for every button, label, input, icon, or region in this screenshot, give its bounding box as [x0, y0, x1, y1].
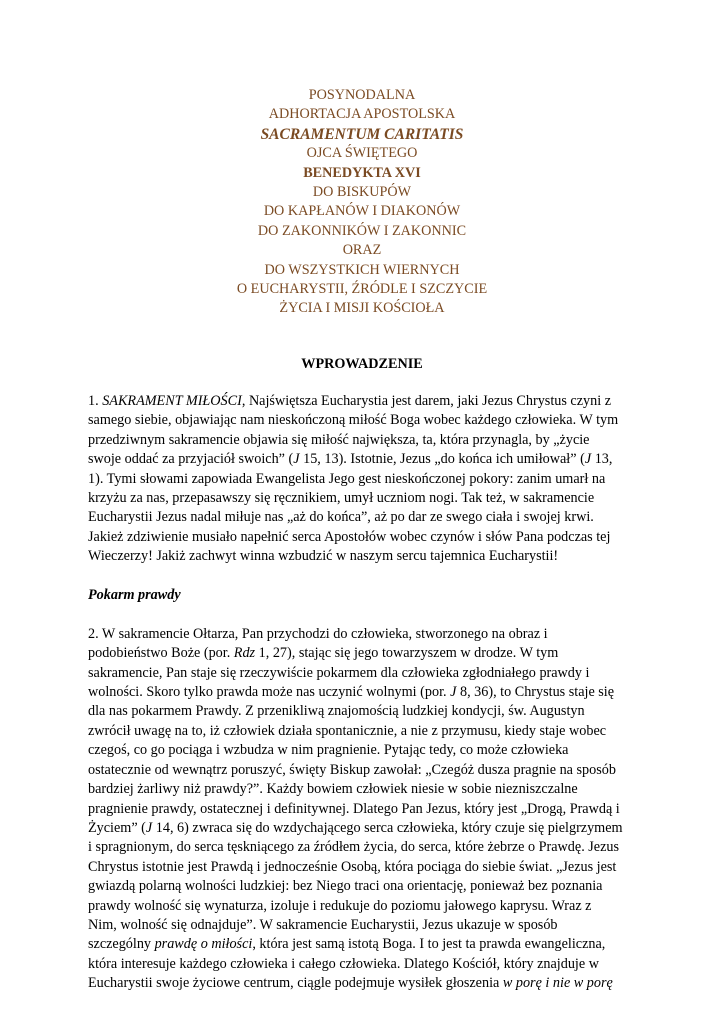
text-line: gwiazdą polarną wolności ludzkiej: bez Niego traci ona orientację, ponieważ bez poznania — [88, 878, 603, 895]
text-line — [88, 683, 648, 702]
text-line: samego siebie, objawiając nam nieskończoną miłość Boga wobec każdego człowieka. W tym — [88, 412, 619, 429]
text-line — [88, 935, 648, 954]
text-span: 13, — [591, 451, 613, 468]
text-span: 1. — [88, 393, 103, 409]
text-span: Życiem” ( — [88, 819, 146, 836]
text-line: przedziwnym sakramencie objawia się miłość największa, ta, która przynagla, by „życie — [88, 431, 590, 448]
subsection-heading: Pokarm prawdy — [88, 587, 181, 604]
text-line: pragnienie prawdy, ostatecznej i definitywnej. Dlatego Pan Jezus, który jest „Drogą, Prawdą i — [88, 800, 620, 817]
italic-span: SAKRAMENT MIŁOŚCI — [102, 393, 242, 409]
text-line: czegoś, co go pociąga i wzbudza w nim pragnienie. Pytając tedy, co może człowieka — [88, 742, 569, 759]
text-line: Nim, wolność się odnajduje”. W sakramencie Eucharystii, Jezus ukazuje w sposób — [88, 916, 558, 933]
document-title-block — [0, 86, 724, 319]
title-line: ADHORTACJA APOSTOLSKA — [268, 106, 456, 123]
section-heading: WPROWADZENIE — [301, 356, 423, 372]
italic-span: prawdę o miłości — [154, 936, 253, 953]
text-line: krzyżu za nas, przepasawszy się ręcznikiem, umył uczniom nogi. Tak też, w sakramencie — [88, 490, 595, 507]
text-line — [88, 644, 648, 663]
italic-span: J — [145, 819, 153, 836]
document-title: SACRAMENTUM CARITATIS — [260, 125, 464, 143]
title-line: ŻYCIA I MISJI KOŚCIOŁA — [279, 300, 445, 317]
text-line: Jakież zdziwienie musiało napełnić serca Apostołów wobec czynów i słów Pana podczas tej — [88, 528, 611, 545]
text-line — [88, 450, 648, 469]
title-line: ORAZ — [342, 242, 382, 259]
title-line: DO BISKUPÓW — [312, 184, 412, 201]
spacer — [88, 567, 648, 586]
text-line: która interesuje każdego człowieka i całego człowieka. Dlatego Kościół, który znajduje w — [88, 955, 599, 972]
text-span: wolności. Skoro tylko prawda może nas uczynić wolnymi (por. — [88, 684, 451, 701]
italic-span: J — [584, 451, 592, 468]
italic-span: J — [450, 684, 457, 701]
text-span: szczególny — [88, 936, 155, 953]
title-line: O EUCHARYSTII, ŹRÓDLE I SZCZYCIE — [236, 281, 488, 298]
text-span: swoje oddać za przyjaciół swoich” ( — [88, 451, 294, 468]
text-line: 2. W sakramencie Ołtarza, Pan przychodzi do człowieka, stworzonego na obraz i — [88, 625, 548, 642]
spacer — [88, 605, 648, 624]
title-line: OJCA ŚWIĘTEGO — [306, 145, 418, 162]
paragraph-1 — [88, 392, 648, 567]
text-line: Eucharystii Jezus nadal miłuje nas „aż do końca”, aż po dar ze swego ciała i swojej krwi. — [88, 509, 594, 526]
title-line: DO WSZYSTKICH WIERNYCH — [264, 261, 460, 278]
text-line: zwrócił uwagę na to, iż człowiek działa spontanicznie, a nie z przymusu, kiedy staje wobec — [88, 722, 607, 739]
text-line: prawdy wolność się wynaturza, izoluje i redukuje do poziomu jałowego kaprysu. Wraz z — [88, 897, 592, 914]
text-line: bardziej żarliwy niż prawdy?”. Każdy bowiem człowiek niesie w sobie niezniszczalne — [88, 781, 578, 798]
text-line — [88, 392, 648, 411]
text-span: 15, 13). Istotnie, Jezus „do końca ich umiłował” ( — [299, 451, 585, 468]
title-line: DO KAPŁANÓW I DIAKONÓW — [263, 203, 461, 220]
text-line: ostatecznie od wewnątrz poruszyć, święty Biskup zawołał: „Czegóż dusza pragnie na sposób — [88, 761, 616, 778]
text-line: i spragnionym, do serca tęskniącego za źródłem życia, do serca, które żebrze o Prawdę. Jezus — [88, 839, 620, 856]
text-line — [88, 974, 648, 993]
text-line: Chrystus istotnie jest Prawdą i jednocześnie Osobą, która pociąga do siebie świat. „Jezus jest — [88, 858, 617, 875]
text-line: dla nas pokarmem Prawdy. Z przenikliwą znajomością ludzkiej kondycji, św. Augustyn — [88, 703, 585, 720]
title-line: POSYNODALNA — [308, 87, 416, 103]
text-line: sakramencie, Pan staje się rzeczywiście pokarmem dla człowieka zgłodniałego prawdy i — [88, 664, 590, 681]
text-span: , Najświętsza Eucharystia jest darem, jaki Jezus Chrystus czyni z — [241, 393, 612, 409]
title-line: DO ZAKONNIKÓW I ZAKONNIC — [257, 222, 467, 239]
text-span: 14, 6) zwraca się do wzdychającego serca człowieka, który czuje się pielgrzymem — [152, 819, 623, 836]
text-span: 8, 36), to Chrystus staje się — [456, 684, 615, 701]
text-span: 1, 27), stając się jego towarzyszem w drodze. W tym — [255, 645, 559, 662]
text-span: podobieństwo Boże (por. — [88, 645, 234, 662]
body-text — [88, 392, 648, 994]
italic-span: Rdz — [233, 645, 256, 662]
author-name: BENEDYKTA XVI — [303, 164, 421, 181]
text-span: Eucharystii swoje życiowe centrum, ciągle podejmuje wysiłek głoszenia — [88, 975, 503, 992]
text-span: , która jest samą istotą Boga. I to jest ta prawda ewangeliczna, — [252, 936, 606, 953]
paragraph-2 — [88, 625, 648, 994]
italic-span: w porę i nie w porę — [502, 975, 613, 992]
text-line — [88, 819, 648, 838]
text-line: 1). Tymi słowami zapowiada Ewangelista Jego gest nieskończonej pokory: zanim umarł na — [88, 470, 606, 487]
italic-span: J — [293, 451, 300, 468]
text-line: Wieczerzy! Jakiż zachwyt winna wzbudzić w naszym sercu tajemnica Eucharystii! — [88, 548, 559, 565]
